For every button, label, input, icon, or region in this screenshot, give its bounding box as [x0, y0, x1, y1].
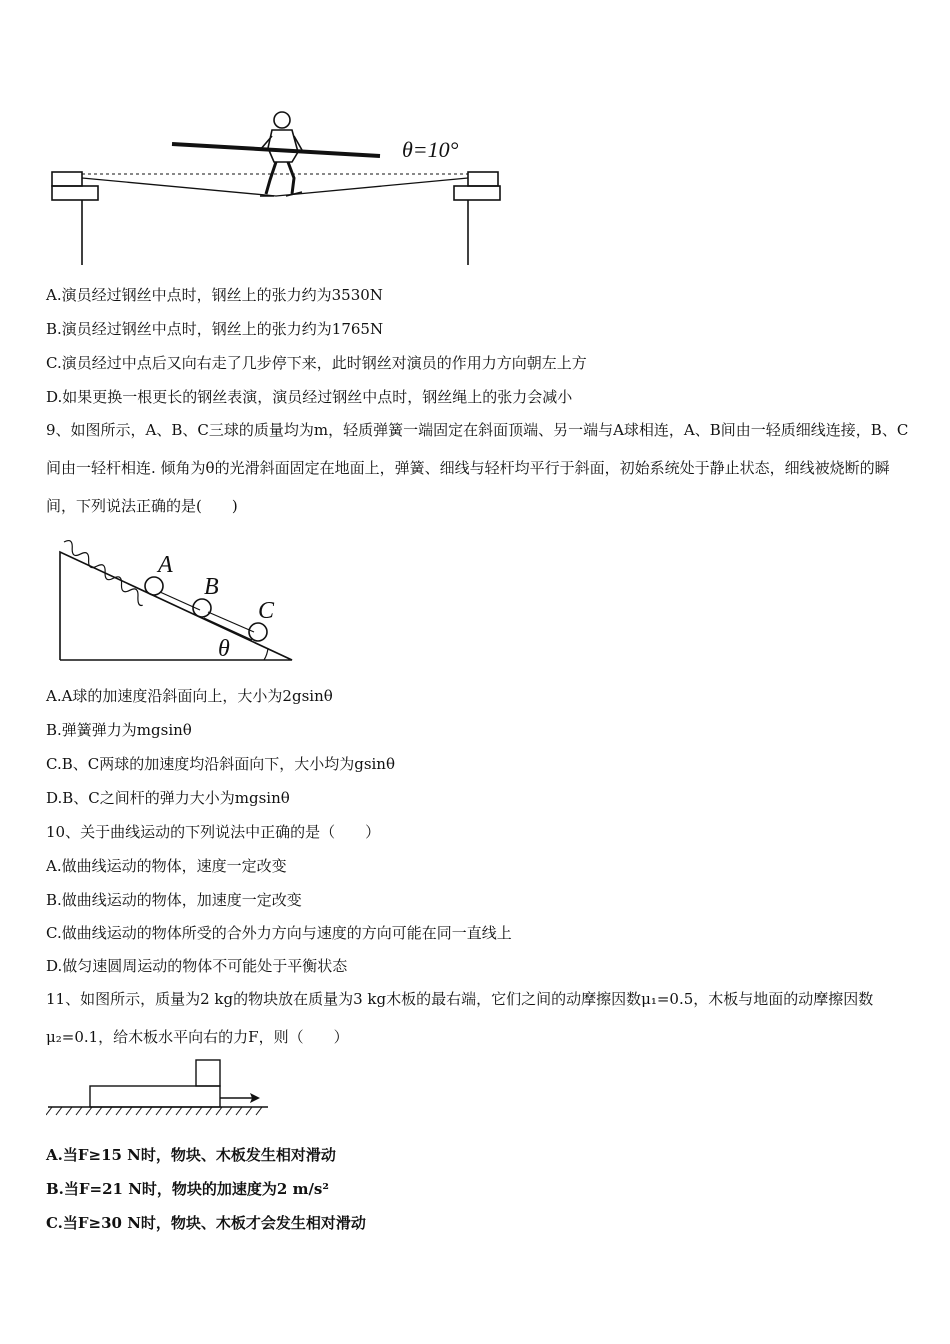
q11-option-a: A.当F≥15 N时，物块、木板发生相对滑动: [46, 1146, 336, 1164]
angle-arc: [264, 648, 268, 660]
q9-stem: 9、如图所示，A、B、C三球的质量均为m，轻质弹簧一端固定在斜面顶端、另一端与A球相连，A、B间由一轻质细线连接，B、C间由一轻杆相连. 倾角为θ的光滑斜面固定在地面上，弹簧、细线与轻杆均平行于斜面，初始系统处于静止状态，细线被烧断的瞬间，下列说法正确的是( ): [46, 421, 909, 515]
q11-stem: 11、如图所示，质量为2 kg的物块放在质量为3 kg木板的最右端，它们之间的动摩擦因数μ₁=0.5，木板与地面的动摩擦因数μ₂=0.1，给木板水平向右的力F，则（ ）: [46, 990, 874, 1046]
label-b: B: [204, 574, 219, 600]
q10-option-b: B.做曲线运动的物体，加速度一定改变: [46, 891, 302, 909]
q11-option-c: C.当F≥30 N时，物块、木板才会发生相对滑动: [46, 1214, 366, 1232]
theta-label: θ=10°: [402, 137, 459, 162]
q8-option-a: A.演员经过钢丝中点时，钢丝上的张力约为3530N: [46, 286, 383, 304]
q10-stem: 10、关于曲线运动的下列说法中正确的是（ ）: [46, 823, 381, 841]
q9-option-c: C.B、C两球的加速度均沿斜面向下，大小均为gsinθ: [46, 755, 396, 773]
walker-head: [274, 112, 290, 128]
left-post-base: [52, 186, 98, 200]
q9-option-d: D.B、C之间杆的弹力大小为mgsinθ: [46, 789, 290, 807]
steel-wire: [82, 178, 468, 196]
q8-option-c: C.演员经过中点后又向右走了几步停下来，此时钢丝对演员的作用力方向朝左上方: [46, 354, 587, 372]
label-a: A: [158, 552, 173, 578]
q10-option-c: C.做曲线运动的物体所受的合外力方向与速度的方向可能在同一直线上: [46, 924, 512, 942]
left-post-top: [52, 172, 82, 186]
q10-option-d: D.做匀速圆周运动的物体不可能处于平衡状态: [46, 957, 348, 975]
label-theta: θ: [218, 636, 230, 662]
q11-option-b: B.当F=21 N时，物块的加速度为2 m/s²: [46, 1180, 329, 1198]
balance-pole: [172, 144, 380, 156]
right-post-top: [468, 172, 498, 186]
right-post-base: [454, 186, 500, 200]
board: [90, 1086, 220, 1107]
label-c: C: [258, 598, 275, 624]
ground-hatching: [46, 1107, 262, 1115]
q9-option-a: A.A球的加速度沿斜面向上，大小为2gsinθ: [46, 687, 333, 705]
q10-option-a: A.做曲线运动的物体，速度一定改变: [46, 857, 287, 875]
ball-c: [249, 623, 267, 641]
block: [196, 1060, 220, 1086]
incline-figure: [50, 528, 310, 668]
walker-body: [268, 130, 298, 162]
light-rod: [208, 612, 254, 632]
block-board-figure: [46, 1056, 276, 1122]
q9-option-b: B.弹簧弹力为mgsinθ: [46, 721, 192, 739]
q8-option-d: D.如果更换一根更长的钢丝表演，演员经过钢丝中点时，钢丝绳上的张力会减小: [46, 388, 573, 406]
ball-a: [145, 577, 163, 595]
q8-option-b: B.演员经过钢丝中点时，钢丝上的张力约为1765N: [46, 320, 384, 338]
tightrope-figure: [40, 100, 520, 270]
